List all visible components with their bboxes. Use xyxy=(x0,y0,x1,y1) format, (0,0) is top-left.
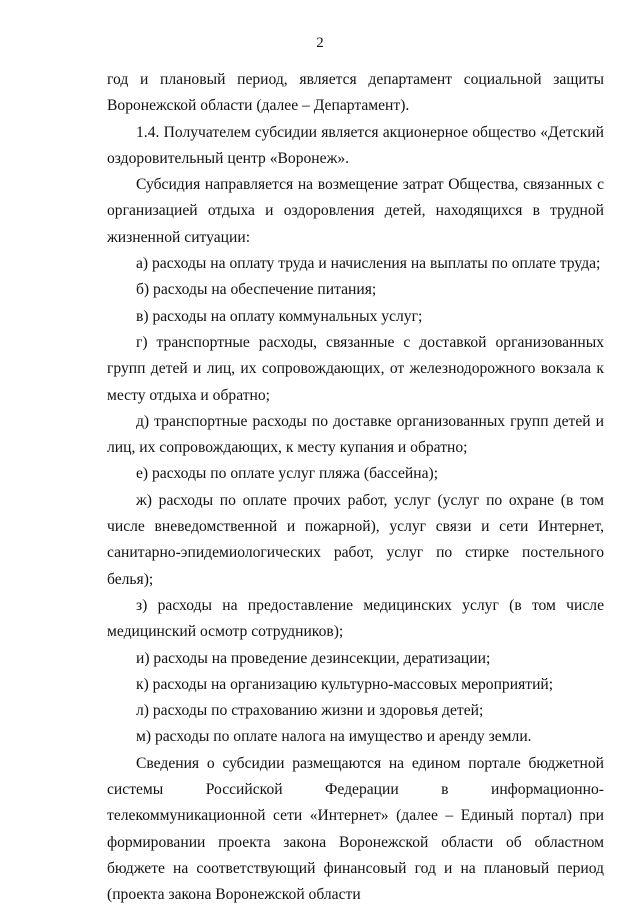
document-body xyxy=(107,67,604,909)
paragraph-clause-1-4: 1.4. Получателем субсидии является акционерное общество «Детский оздоровительный центр «Воронеж». xyxy=(107,123,604,167)
list-item-b: б) расходы на обеспечение питания; xyxy=(136,281,377,299)
list-item-a: а) расходы на оплату труда и начисления на выплаты по оплате труда; xyxy=(136,255,601,273)
list-item-k: к) расходы на организацию культурно-массовых мероприятий; xyxy=(136,675,554,693)
list-item-zh: ж) расходы по оплате прочих работ, услуг (услуг по охране (в том числе вневедомственной и пожарной), услуг связи и сети Интернет, санитарно-эпидемиологических работ, услуг по стирке постельного белья); xyxy=(107,491,604,588)
page-number: 2 xyxy=(316,35,324,51)
paragraph-portal-info: Сведения о субсидии размещаются на едином портале бюджетной системы Российской Федерации в информационно-телекоммуникационной сети «Интернет» (далее – Единый портал) при формировании проекта закона Воронежской области об областном бюджете на соответствующий финансовый год и на плановый период (проекта закона Воронежской области xyxy=(107,754,604,904)
list-item-g: г) транспортные расходы, связанные с доставкой организованных групп детей и лиц, их сопровождающих, от железнодорожного вокзала к месту отдыха и обратно; xyxy=(107,333,604,404)
paragraph-subsidy-purpose: Субсидия направляется на возмещение затрат Общества, связанных с организацией отдыха и оздоровления детей, находящихся в трудной жизненной ситуации: xyxy=(107,176,604,246)
paragraph-continuation: год и плановый период, является департамент социальной защиты Воронежской области (далее – Департамент). xyxy=(107,71,604,115)
list-item-v: в) расходы на оплату коммунальных услуг; xyxy=(136,307,423,325)
list-item-d: д) транспортные расходы по доставке организованных групп детей и лиц, их сопровождающих, к месту купания и обратно; xyxy=(107,412,604,457)
list-item-i: и) расходы на проведение дезинсекции, дератизации; xyxy=(136,649,491,667)
list-item-e: е) расходы по оплате услуг пляжа (бассейна); xyxy=(136,465,439,483)
list-item-m: м) расходы по оплате налога на имущество и аренду земли. xyxy=(136,728,532,746)
list-item-l: л) расходы по страхованию жизни и здоровья детей; xyxy=(136,702,484,720)
list-item-z: з) расходы на предоставление медицинских услуг (в том числе медицинский осмотр сотрудников); xyxy=(107,596,604,641)
